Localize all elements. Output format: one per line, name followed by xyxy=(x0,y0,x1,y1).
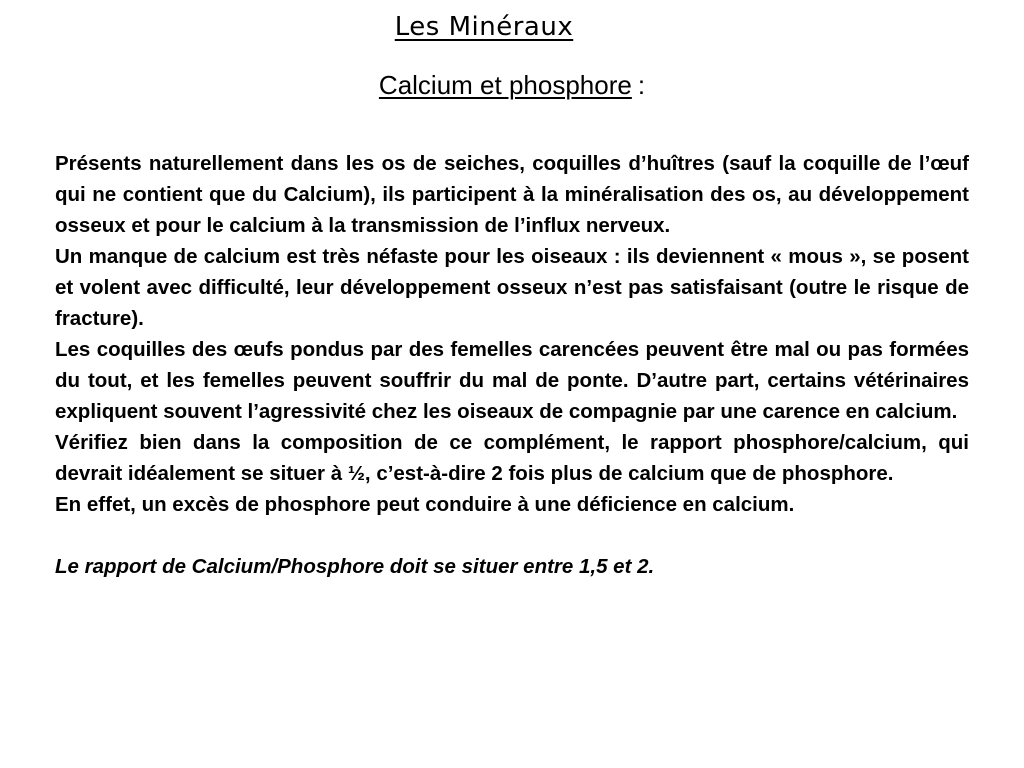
section-heading-colon: : xyxy=(637,70,646,100)
paragraph-ratio-check: Vérifiez bien dans la composition de ce complément, le rapport phosphore/calcium, qui devrait idéalement se situer à ½, c’est-à-dire 2 fois plus de calcium que de phosphore. xyxy=(55,431,969,485)
paragraph-eggshells: Les coquilles des œufs pondus par des femelles carencées peuvent être mal ou pas formées du tout, et les femelles peuvent souffrir du mal de ponte. D’autre part, certains vétérinaires expliquent souvent l’agressivité chez les oiseaux de compagnie par une carence en calcium. xyxy=(55,338,969,423)
paragraph-deficiency: Un manque de calcium est très néfaste pour les oiseaux : ils deviennent « mous », se posent et volent avec difficulté, leur développement osseux n’est pas satisfaisant (outre le risque de fracture). xyxy=(55,245,969,330)
body-text xyxy=(55,148,969,582)
section-heading xyxy=(0,70,1024,101)
paragraph-sources: Présents naturellement dans les os de seiches, coquilles d’huîtres (sauf la coquille de l’œuf qui ne contient que du Calcium), ils participent à la minéralisation des os, au développement osseux et pour le calcium à la transmission de l’influx nerveux. xyxy=(55,152,969,237)
conclusion-text: Le rapport de Calcium/Phosphore doit se situer entre 1,5 et 2. xyxy=(55,555,655,578)
slide-title-text: Les Minéraux xyxy=(394,12,574,42)
slide-title xyxy=(0,6,1024,43)
paragraph-excess-phosphorus: En effet, un excès de phosphore peut conduire à une déficience en calcium. xyxy=(55,493,795,516)
paragraph-spacer xyxy=(55,520,969,551)
section-heading-text: Calcium et phosphore xyxy=(378,70,632,100)
